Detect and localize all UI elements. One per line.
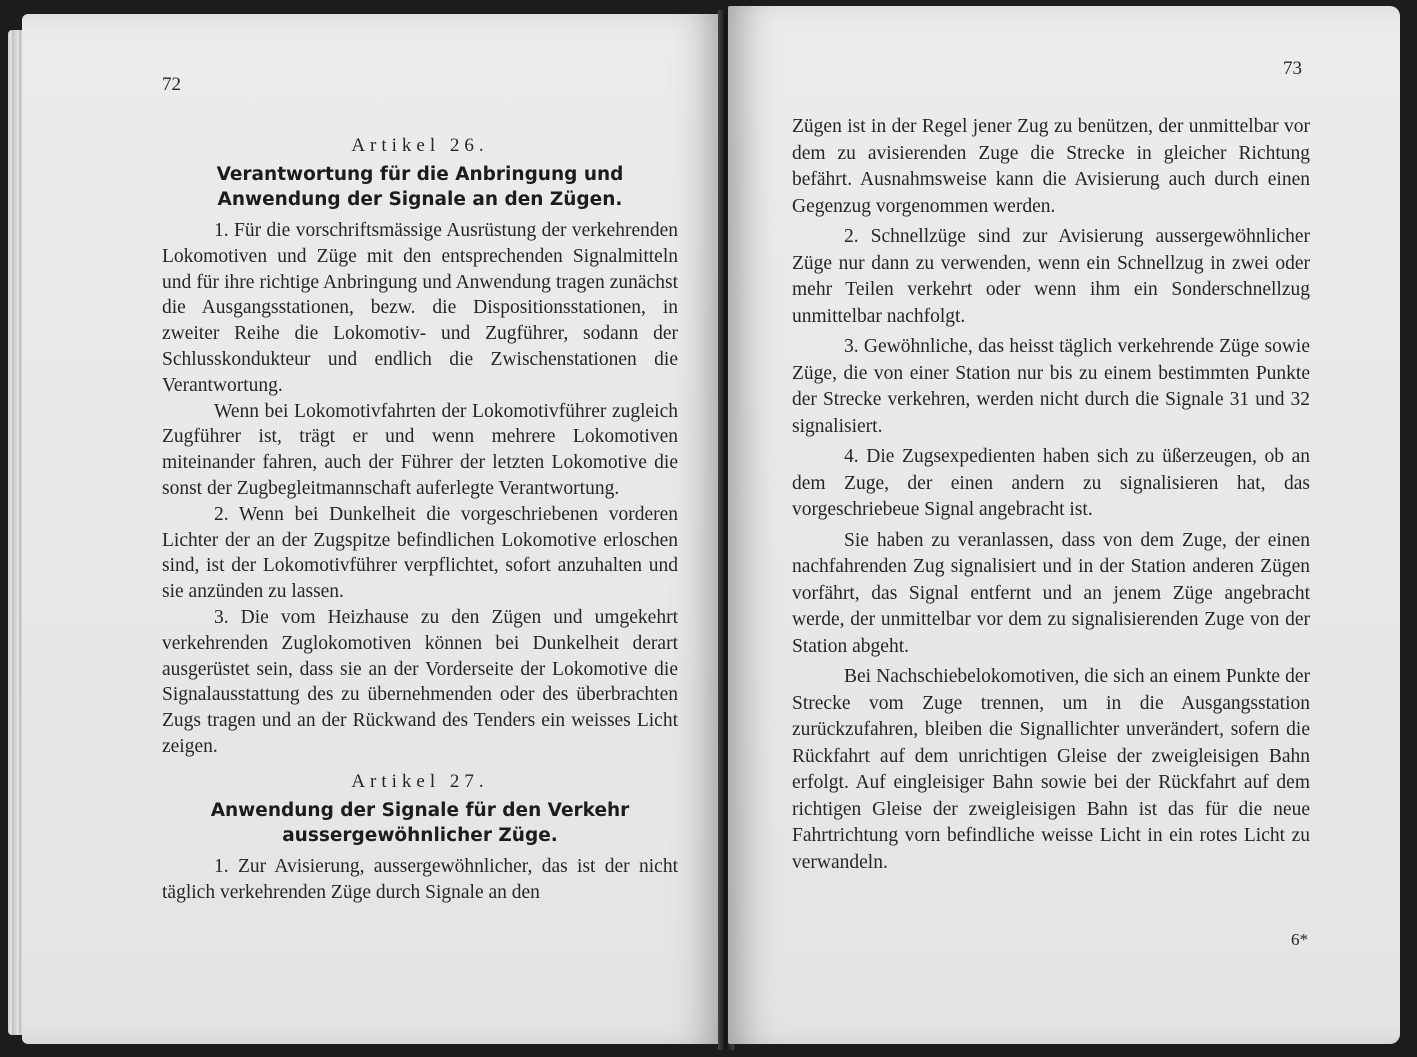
right-page-text <box>792 114 1310 876</box>
paragraph: Bei Nachschiebelokomotiven, die sich an einem Punkte der Strecke vom Zuge trennen, um in die Ausgangsstation zurückzufahren, bleiben die Signallichter unverändert, sofern die Rückfahrt auf dem unrichtigen Gleise der zweigleisigen Bahn erfolgt. Auf eingleisiger Bahn sowie bei der Rückfahrt auf dem richtigen Gleise der zweigleisigen Bahn ist das für die neue Fahrtrichtung vorn befindliche weisse Licht in ein rotes Licht zu verwandeln. <box>792 666 1310 873</box>
signature-mark: 6* <box>1291 930 1308 949</box>
paragraph: 2. Wenn bei Dunkelheit die vorgeschriebenen vorderen Lichter der an der Zugspitze befindlichen Lokomotive erloschen sind, ist der Lokomotivführer verpflichtet, sofort anzuhalten und sie anzünden zu lassen. <box>162 503 678 603</box>
section-title: Anwendung der Signale für den Verkehr aussergewöhnlicher Züge. <box>210 799 630 846</box>
left-page-text <box>162 134 678 905</box>
paragraph: 4. Die Zugsexpedienten haben sich zu üßerzeugen, ob an dem Zuge, der einen andern zu signalisieren hat, das vorgeschriebeue Signal angebracht ist. <box>792 446 1310 520</box>
section-title: Verantwortung für die Anbringung und Anwendung der Signale an den Zügen. <box>216 164 624 210</box>
page-number: 72 <box>162 74 181 95</box>
paragraph: 1. Für die vorschriftsmässige Ausrüstung der verkehrenden Lokomotiven und Züge mit den entsprechenden Signalmitteln und für ihre richtige Anbringung und Anwendung tragen zunächst die Ausgangsstationen, bezw. die Dispositionsstationen, in zweiter Reihe die Lokomotiv- und Zugführer, sodann der Schlusskondukteur und endlich die Zwischenstationen die Verantwortung. <box>162 220 678 396</box>
paragraph: Sie haben zu veranlassen, dass von dem Zuge, der einen nachfahrenden Zug signalisiert und in der Station anderen Zügen vorfährt, das Signal entfernt und an jenem Züge angebracht werde, der unmittelbar vor dem zu signalisierenden Zuge von der Station abgeht. <box>792 529 1310 657</box>
page-number: 73 <box>1283 58 1302 79</box>
paragraph: Zügen ist in der Regel jener Zug zu benützen, der unmittelbar vor dem zu avisierenden Zuge die Strecke in gleicher Richtung befährt. Ausnahmsweise kann die Avisierung auch durch einen Gegenzug vorgenommen werden. <box>792 116 1310 217</box>
paragraph: 2. Schnellzüge sind zur Avisierung aussergewöhnlicher Züge nur dann zu verwenden, wenn ein Schnellzug in zwei oder mehr Teilen verkehrt oder wenn ihm ein Sonderschnellzug unmittelbar nachfolgt. <box>792 226 1310 327</box>
paragraph: 3. Die vom Heizhause zu den Zügen und umgekehrt verkehrenden Zuglokomotiven können bei Dunkelheit derart ausgerüstet sein, dass sie an der Vorderseite der Lokomotive die Signalausstattung des zu übernehmenden oder des überbrachten Zugs tragen und an der Rückwand des Tenders ein weisses Licht zeigen. <box>162 606 678 757</box>
article-heading: Artikel 26. <box>351 135 489 156</box>
article-heading: Artikel 27. <box>351 770 489 792</box>
paragraph: 1. Zur Avisierung, aussergewöhnlicher, das ist der nicht täglich verkehrenden Züge durch Signale an den <box>162 855 678 903</box>
right-page <box>728 6 1400 1044</box>
paragraph: Wenn bei Lokomotivfahrten der Lokomotivführer zugleich Zugführer ist, trägt er und wenn mehrere Lokomotiven miteinander fahren, auch der Führer der letzten Lokomotive die sonst der Zugbegleitmannschaft auferlegte Verantwortung. <box>162 400 678 499</box>
left-page <box>22 14 722 1044</box>
paragraph: 3. Gewöhnliche, das heisst täglich verkehrende Züge sowie Züge, die von einer Station nur bis zu einem bestimmten Punkte der Strecke verkehren, werden nicht durch die Signale 31 und 32 signalisiert. <box>792 336 1310 437</box>
